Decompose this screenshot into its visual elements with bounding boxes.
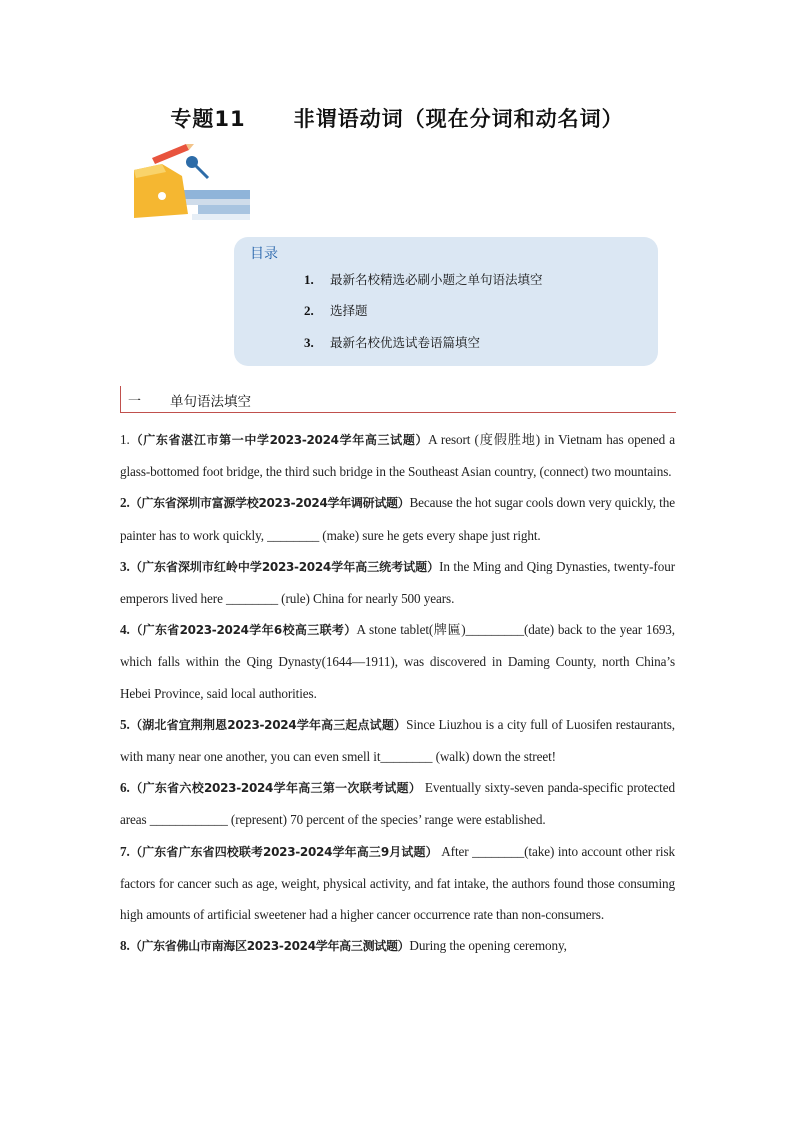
question-number: 2. (120, 495, 130, 511)
question-number: 6. (120, 780, 130, 796)
toc-item-label: 最新名校优选试卷语篇填空 (330, 335, 481, 350)
question-text: Because the hot sugar cools down very quickly, the painter has to work quickly, ________ (make) sure he gets every shape just right. (120, 495, 675, 543)
question-item (120, 487, 675, 550)
question-number: 3. (120, 558, 130, 574)
question-source: （广东省佛山市南海区2023-2024学年高三测试题） (129, 939, 410, 954)
question-source: （广东省2023-2024学年6校高三联考） (129, 623, 357, 638)
question-source: （湖北省宜荆荆恩2023-2024学年高三起点试题） (129, 717, 407, 732)
toc-item-number: 2. (304, 303, 314, 318)
toc-item[interactable] (304, 333, 480, 351)
question-source: （广东省广东省四校联考2023-2024学年高三9月试题） (129, 844, 438, 859)
question-number: 8. (120, 938, 130, 954)
question-number: 7. (120, 843, 130, 859)
question-item (120, 614, 675, 709)
question-item (120, 709, 675, 772)
toc-heading: 目录 (250, 246, 278, 262)
toc-item-label: 选择题 (330, 303, 368, 318)
title-topic-number: 专题11 (170, 107, 246, 131)
books-pencil-illustration (132, 138, 254, 222)
question-text: A stone tablet(牌匾)_________(date) back to the year 1693, which falls within the Qing Dynasty(1644—1911), was discovered in Daming County, north China’s Hebei Province, said local authorities. (120, 622, 676, 701)
question-text: During the opening ceremony, (409, 938, 567, 954)
question-text: Since Liuzhou is a city full of Luosifen restaurants, with many near one another, you can even smell it________ (walk) down the street! (120, 716, 675, 765)
question-item (120, 930, 675, 962)
title-topic-name: 非谓语动词（现在分词和动名词） (293, 107, 624, 131)
question-text: After ________(take) into account other risk factors for cancer such as age, weight, physical activity, and fat intake, the authors found those consuming high amounts of artificial sweetener had a higher cancer occurrence rate than non-consumers. (120, 843, 675, 923)
question-text: Eventually sixty-seven panda-specific protected areas ____________ (represent) 70 percent of the species’ range were established. (120, 780, 675, 828)
toc-item[interactable] (304, 270, 543, 288)
question-item (120, 551, 675, 614)
toc-item-number: 1. (304, 272, 314, 287)
question-item (120, 424, 675, 487)
section-title: 单句语法填空 (170, 394, 251, 410)
question-text: A resort (度假胜地) in Vietnam has opened a glass-bottomed foot bridge, the third such bridge in the Southeast Asian country, (connect) two mountains. (120, 432, 675, 480)
question-list (120, 424, 675, 962)
section-header (120, 386, 676, 413)
question-number: 1. (120, 432, 130, 447)
toc-item-number: 3. (304, 335, 314, 350)
question-item (120, 836, 675, 931)
question-text: In the Ming and Qing Dynasties, twenty-four emperors lived here ________ (rule) China for nearly 500 years. (120, 558, 675, 607)
question-source: （广东省深圳市红岭中学2023-2024学年高三统考试题） (129, 559, 440, 574)
question-source: （广东省深圳市富源学校2023-2024学年调研试题） (129, 496, 410, 511)
section-divider (120, 386, 121, 412)
question-source: （广东省湛江市第一中学2023-2024学年高三试题） (129, 433, 429, 447)
toc-item-label: 最新名校精选必刷小题之单句语法填空 (330, 272, 543, 287)
toc-item[interactable] (304, 301, 368, 319)
table-of-contents (234, 237, 658, 366)
question-source: （广东省六校2023-2024学年高三第一次联考试题） (129, 781, 422, 796)
section-number: 一 (128, 394, 142, 409)
page-title (0, 103, 794, 133)
question-number: 4. (120, 622, 130, 638)
question-number: 5. (120, 716, 130, 732)
question-item (120, 772, 675, 835)
